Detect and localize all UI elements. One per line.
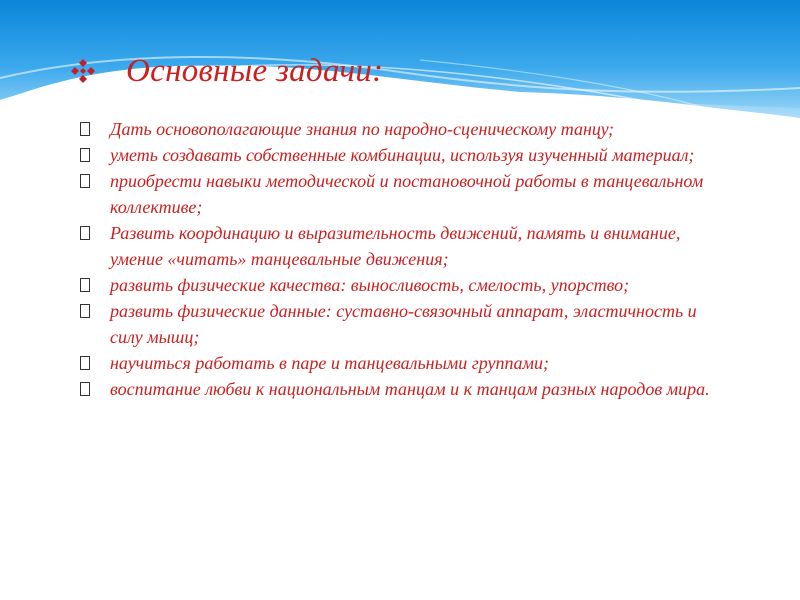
- missing-glyph-box-icon: [80, 382, 90, 396]
- missing-glyph-box-icon: [80, 278, 90, 292]
- missing-glyph-box-icon: [80, 148, 90, 162]
- diamond-cluster-icon: [70, 58, 96, 84]
- missing-glyph-box-icon: [80, 356, 90, 370]
- list-item: [80, 376, 730, 402]
- list-item: [80, 116, 730, 142]
- list-item: [80, 142, 730, 168]
- list-item: [80, 220, 730, 272]
- title-row: [70, 48, 383, 94]
- list-item: [80, 272, 730, 298]
- missing-glyph-box-icon: [80, 226, 90, 240]
- missing-glyph-box-icon: [80, 174, 90, 188]
- list-item-text: научиться работать в паре и танцевальными группами;: [110, 353, 550, 373]
- slide-title: Основные задачи:: [126, 52, 384, 89]
- list-item-text: Развить координацию и выразительность движений, память и внимание, умение «читать» танцевальные движения;: [110, 223, 681, 269]
- list-item: [80, 168, 730, 220]
- list-item-text: приобрести навыки методической и постановочной работы в танцевальном коллективе;: [110, 171, 704, 217]
- missing-glyph-box-icon: [80, 304, 90, 318]
- tasks-list: [80, 116, 730, 402]
- list-item-text: уметь создавать собственные комбинации, используя изученный материал;: [110, 145, 695, 165]
- missing-glyph-box-icon: [80, 122, 90, 136]
- list-item-text: развить физические данные: суставно-связочный аппарат, эластичность и силу мышц;: [110, 301, 697, 347]
- list-item-text: воспитание любви к национальным танцам и к танцам разных народов мира.: [110, 379, 710, 399]
- list-item: [80, 350, 730, 376]
- list-item-text: развить физические качества: выносливость, смелость, упорство;: [110, 275, 630, 295]
- list-item-text: Дать основополагающие знания по народно-сценическому танцу;: [110, 119, 614, 139]
- list-item: [80, 298, 730, 350]
